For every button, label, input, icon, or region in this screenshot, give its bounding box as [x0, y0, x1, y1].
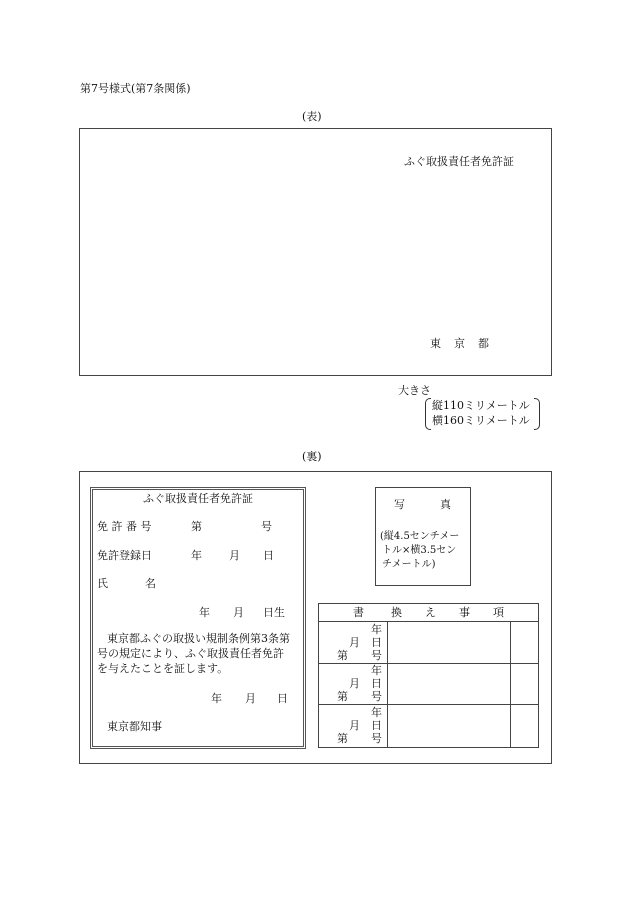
- photo-title-2: 真: [440, 498, 451, 511]
- rewrite-divider-header: [319, 621, 538, 622]
- front-issuer-2: 京: [454, 337, 465, 350]
- rewrite-divider-2: [319, 704, 538, 705]
- rewrite-row1-year: 年: [371, 623, 382, 636]
- rewrite-row1-month: 月: [349, 636, 360, 649]
- rewrite-col-line-1: [387, 621, 388, 747]
- rewrite-row1-go: 号: [371, 649, 382, 662]
- rewrite-row2-year: 年: [371, 664, 382, 677]
- rewrite-divider-1: [319, 663, 538, 664]
- rewrite-table: [318, 603, 539, 748]
- birth-year: 年: [199, 606, 210, 619]
- reg-date-month: 月: [229, 549, 240, 562]
- photo-note-3: チメートル): [382, 559, 436, 570]
- rewrite-header-1: 書: [353, 606, 364, 619]
- governor: 東京都知事: [107, 720, 162, 733]
- reg-date-year: 年: [191, 549, 202, 562]
- front-label: (表): [302, 110, 322, 123]
- cert-line-1: 東京都ふぐの取扱い規制条例第3条第: [107, 632, 290, 645]
- rewrite-header-2: 換: [391, 606, 402, 619]
- name-label-1: 氏: [97, 577, 108, 590]
- birth-suffix: 日生: [263, 606, 285, 619]
- rewrite-row3-month: 月: [349, 719, 360, 732]
- rewrite-row2-go: 号: [371, 690, 382, 703]
- size-horizontal: 横160ミリメートル: [432, 414, 530, 427]
- cert-line-2: 号の規定により、ふぐ取扱責任者免許: [97, 647, 284, 660]
- rewrite-row2-month: 月: [349, 677, 360, 690]
- size-bracket-right: [534, 398, 540, 430]
- form-title: 第7号様式(第7条関係): [80, 82, 191, 95]
- rewrite-header-3: え: [425, 606, 436, 619]
- rewrite-row3-day: 日: [371, 719, 382, 732]
- license-no-dai: 第: [191, 520, 202, 533]
- front-title: ふぐ取扱責任者免許証: [404, 155, 514, 168]
- rewrite-header-4: 事: [459, 606, 470, 619]
- photo-title-1: 写: [394, 498, 405, 511]
- cert-date-month: 月: [245, 692, 256, 705]
- rewrite-col-line-2: [510, 621, 511, 747]
- front-card: [79, 128, 552, 376]
- rewrite-row2-dai: 第: [337, 690, 348, 703]
- reg-date-day: 日: [263, 549, 274, 562]
- cert-date-year: 年: [211, 692, 222, 705]
- front-issuer-1: 東: [430, 337, 441, 350]
- rewrite-row3-dai: 第: [337, 732, 348, 745]
- front-issuer-3: 都: [478, 337, 489, 350]
- rewrite-header-5: 項: [493, 606, 504, 619]
- back-label: (裏): [302, 450, 322, 463]
- rewrite-row2-day: 日: [371, 677, 382, 690]
- birth-month: 月: [233, 606, 244, 619]
- cert-line-3: を与えたことを証します。: [97, 662, 229, 675]
- cert-date-day: 日: [277, 692, 288, 705]
- certificate-box: [90, 487, 306, 749]
- rewrite-row3-go: 号: [371, 732, 382, 745]
- name-label-2: 名: [145, 577, 156, 590]
- license-no-label: 免 許 番 号: [97, 520, 152, 533]
- certificate-title: ふぐ取扱責任者免許証: [143, 492, 253, 505]
- size-bracket-left: [425, 398, 431, 430]
- license-no-go: 号: [261, 520, 272, 533]
- rewrite-row1-dai: 第: [337, 649, 348, 662]
- size-vertical: 縦110ミリメートル: [432, 399, 530, 412]
- rewrite-row1-day: 日: [371, 636, 382, 649]
- size-label: 大きさ: [398, 384, 431, 397]
- photo-box: [375, 487, 471, 586]
- photo-note-2: トル×横3.5セン: [382, 545, 457, 556]
- rewrite-row3-year: 年: [371, 706, 382, 719]
- photo-note-1: (縦4.5センチメー: [380, 531, 460, 542]
- reg-date-label: 免許登録日: [97, 549, 152, 562]
